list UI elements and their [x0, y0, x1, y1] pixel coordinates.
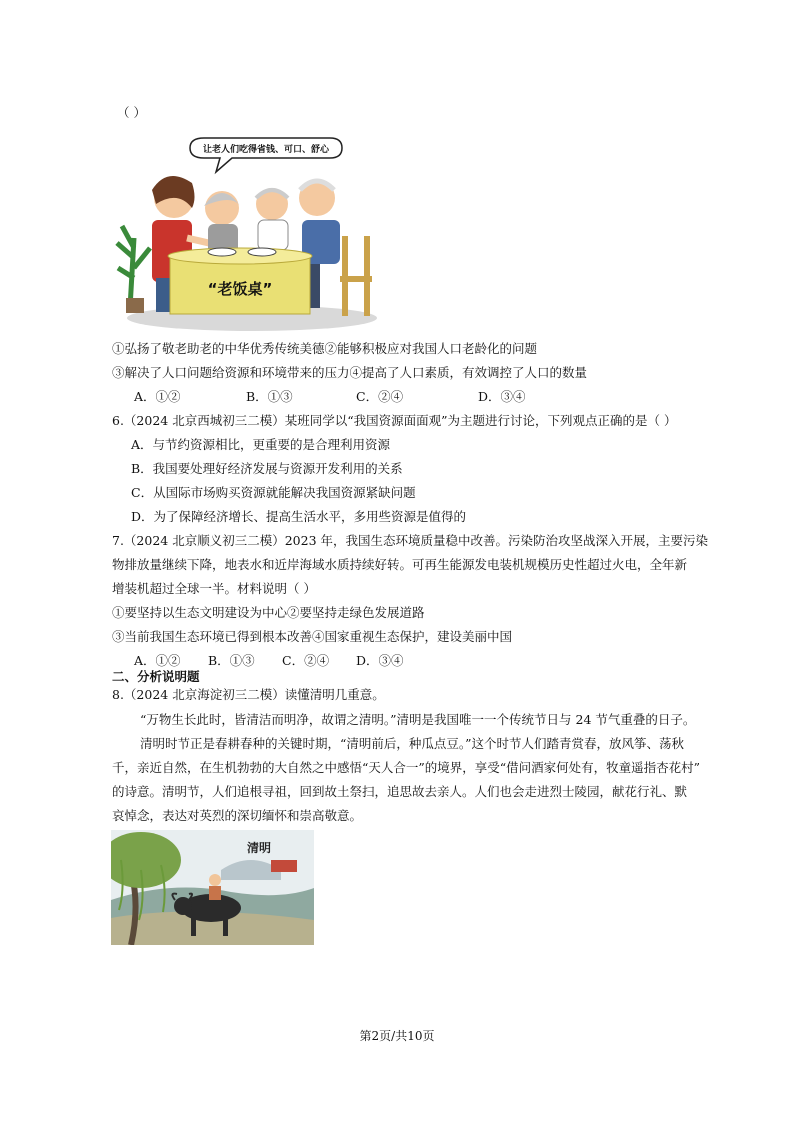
q8-paragraph2-line3: 的诗意。清明节，人们追根寻祖，回到故土祭扫，追思故去亲人。人们也会走进烈士陵园，献花行礼、默 — [112, 784, 688, 799]
table-sign-text: “老饭桌” — [207, 280, 273, 298]
section-heading: 二、分析说明题 — [112, 669, 200, 684]
q5-option-b[interactable]: B．①③ — [246, 389, 293, 404]
q7-stem-line2: 物排放量继续下降，地表水和近岸海域水质持续好转。可再生能源发电装机规模历史性超过火电，全年新 — [112, 557, 688, 572]
q6-option-d[interactable]: D．为了保障经济增长、提高生活水平，多用些资源是值得的 — [131, 509, 467, 524]
elderly-dining-cartoon — [112, 128, 380, 333]
answer-bracket: （ ） — [117, 105, 146, 120]
speech-bubble-text: 让老人们吃得省钱、可口、舒心 — [202, 145, 330, 155]
q6-option-c[interactable]: C．从国际市场购买资源就能解决我国资源紧缺问题 — [131, 485, 416, 500]
q5-options — [134, 388, 526, 406]
q6-option-a[interactable]: A．与节约资源相比，更重要的是合理利用资源 — [131, 437, 391, 452]
q7-stem-line3: 增装机超过全球一半。材料说明（ ） — [112, 581, 316, 596]
q7-statements-line2: ③当前我国生态环境已得到根本改善④国家重视生态保护，建设美丽中国 — [112, 629, 513, 644]
q7-option-a[interactable]: A．①② — [134, 653, 181, 668]
q8-paragraph2-line1: 清明时节正是春耕春种的关键时期，“清明前后，种瓜点豆。”这个时节人们踏青赏春，放风筝、荡秋 — [140, 736, 685, 751]
q5-option-d[interactable]: D．③④ — [478, 389, 526, 404]
q7-statements-line1: ①要坚持以生态文明建设为中心②要坚持走绿色发展道路 — [112, 605, 425, 620]
page-footer: 第2页/共10页 — [359, 1029, 435, 1043]
qingming-illustration — [111, 830, 314, 945]
q8-paragraph2-line4: 哀悼念，表达对英烈的深切缅怀和崇高敬意。 — [112, 808, 363, 823]
q7-stem-line1: 7.（2024 北京顺义初三二模）2023 年，我国生态环境质量稳中改善。污染防治攻坚战深入开展，主要污染 — [112, 533, 708, 548]
q8-stem: 8.（2024 北京海淀初三二模）读懂清明几重意。 — [112, 687, 385, 702]
q8-paragraph1: “万物生长此时，皆清洁而明净，故谓之清明。”清明是我国唯一一个传统节日与 24 节气重叠的日子。 — [140, 712, 696, 727]
qingming-title: 清明 — [247, 841, 272, 855]
q7-option-d[interactable]: D．③④ — [356, 653, 404, 668]
q5-statements-line2: ③解决了人口问题给资源和环境带来的压力④提高了人口素质，有效调控了人口的数量 — [112, 365, 588, 380]
q7-option-b[interactable]: B．①③ — [208, 653, 255, 668]
q5-statements-line1: ①弘扬了敬老助老的中华优秀传统美德②能够积极应对我国人口老龄化的问题 — [112, 341, 538, 356]
q5-option-c[interactable]: C．②④ — [356, 389, 404, 404]
q8-paragraph2-line2: 千，亲近自然，在生机勃勃的大自然之中感悟“天人合一”的境界，享受“借问酒家何处有，牧童遥指杏花村” — [112, 760, 701, 775]
q6-option-b[interactable]: B．我国要处理好经济发展与资源开发利用的关系 — [131, 461, 403, 476]
q5-option-a[interactable]: A．①② — [134, 389, 181, 404]
q7-option-c[interactable]: C．②④ — [282, 653, 330, 668]
q6-stem: 6.（2024 北京西城初三二模）某班同学以“我国资源面面观”为主题进行讨论，下列观点正确的是（ ） — [112, 413, 677, 428]
